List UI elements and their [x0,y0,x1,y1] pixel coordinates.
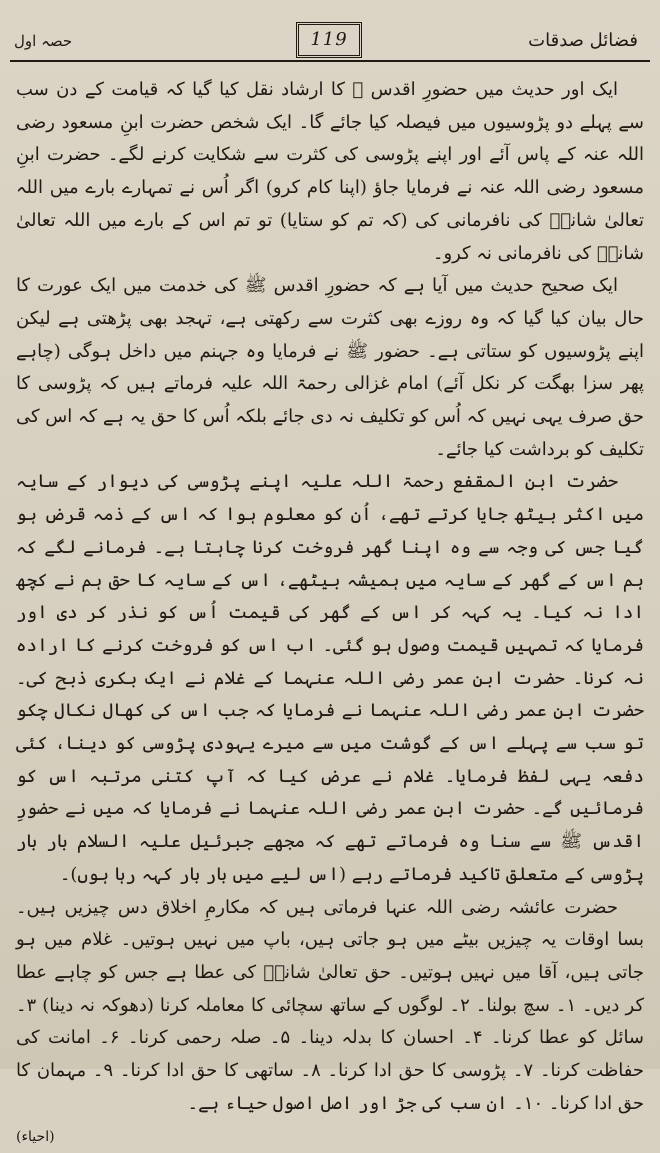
paragraph-1: ایک اور حدیث میں حضورِ اقدس ﷺ کا ارشاد نقل کیا گیا کہ قیامت کے دن سب سے پہلے دو پڑوسیوں میں فیصلہ کیا جائے گا۔ ایک شخص حضرت ابنِ مسعود رضی اللہ عنہ کے پاس آئے اور اپنے پڑوسی کی کثرت سے شکایت کرنے لگے۔ حضرت ابنِ مسعود رضی اللہ عنہ نے فرمایا جاؤ (اپنا کام کرو) اگر اُس نے تمہارے بارے میں اللہ تعالیٰ شانہٗ کی نافرمانی کی (کہ تم کو ستایا) تو تم اس کے بارے میں اللہ تعالیٰ شانہٗ کی نافرمانی نہ کرو۔ [16,74,644,270]
reference-note: (احیاء) [16,1121,644,1153]
page-body [16,74,644,1153]
book-title: فضائل صدقات [528,30,638,51]
paragraph-2: ایک صحیح حدیث میں آیا ہے کہ حضورِ اقدس ﷺ کی خدمت میں ایک عورت کا حال بیان کیا گیا کہ وہ روزے بھی کثرت سے رکھتی ہے، تہجد بھی پڑھتی ہے لیکن اپنے پڑوسیوں کو ستاتی ہے۔ حضور ﷺ نے فرمایا وہ جہنم میں داخل ہوگی (چاہے پھر سزا بھگت کر نکل آئے) امام غزالی رحمۃ اللہ علیہ فرماتے ہیں کہ پڑوسی کا حق صرف یہی نہیں کہ اُس کو تکلیف نہ دی جائے بلکہ اُس کا حق یہ ہے کہ اس کی تکلیف کو برداشت کیا جائے۔ [16,270,644,466]
header-rule [10,60,650,62]
page-number: 119 [296,22,362,58]
paragraph-3: حضرت ابن المقفع رحمۃ اللہ علیہ اپنے پڑوسی کی دیوار کے سایہ میں اکثر بیٹھ جایا کرتے تھے، اُن کو معلوم ہوا کہ اس کے ذمہ قرض ہو گیا جس کی وجہ سے وہ اپنا گھر فروخت کرنا چاہتا ہے۔ فرمانے لگے کہ ہم اس کے گھر کے سایہ میں ہمیشہ بیٹھے، اس کے سایہ کا حق ہم نے کچھ ادا نہ کیا۔ یہ کہہ کر اس کے گھر کی قیمت اُس کو نذر کر دی اور فرمایا کہ تمہیں قیمت وصول ہو گئی۔ اب اس کو فروخت کرنے کا ارادہ نہ کرنا۔ حضرت ابنِ عمر رضی اللہ عنہما کے غلام نے ایک بکری ذبح کی۔ حضرت ابنِ عمر رضی اللہ عنہما نے فرمایا کہ جب اس کی کھال نکال چکو تو سب سے پہلے اس کے گوشت میں سے میرے یہودی پڑوسی کو دینا، کئی دفعہ یہی لفظ فرمایا۔ غلام نے عرض کیا کہ آپ کتنی مرتبہ اس کو فرمائیں گے۔ حضرت ابنِ عمر رضی اللہ عنہما نے فرمایا کہ میں نے حضورِ اقدس ﷺ سے سنا وہ فرماتے تھے کہ مجھے جبرئیل علیہ السلام بار بار پڑوسی کے متعلق تاکید فرماتے رہے (اس لیے میں بار بار کہہ رہا ہوں)۔ [16,466,644,891]
section-label: حصہ اول [14,32,72,50]
page-header [0,0,660,62]
paragraph-4: حضرت عائشہ رضی اللہ عنہا فرماتی ہیں کہ مکارمِ اخلاق دس چیزیں ہیں۔ بسا اوقات یہ چیزیں بیٹے میں ہو جاتی ہیں، باپ میں نہیں ہوتیں۔ غلام میں ہو جاتی ہیں، آقا میں نہیں ہوتیں۔ حق تعالیٰ شانہٗ کی عطا ہے جس کو چاہے عطا کر دیں۔ ۱۔ سچ بولنا۔ ۲۔ لوگوں کے ساتھ سچائی کا معاملہ کرنا (دھوکہ نہ دینا) ۳۔ سائل کو عطا کرنا۔ ۴۔ احسان کا بدلہ دینا۔ ۵۔ صلہ رحمی کرنا۔ ۶۔ امانت کی حفاظت کرنا۔ ۷۔ پڑوسی کا حق ادا کرنا۔ ۸۔ ساتھی کا حق ادا کرنا۔ ۹۔ مہمان کا حق ادا کرنا۔ ۱۰۔ ان سب کی جڑ اور اصل اصول حیاء ہے۔ [16,892,644,1121]
